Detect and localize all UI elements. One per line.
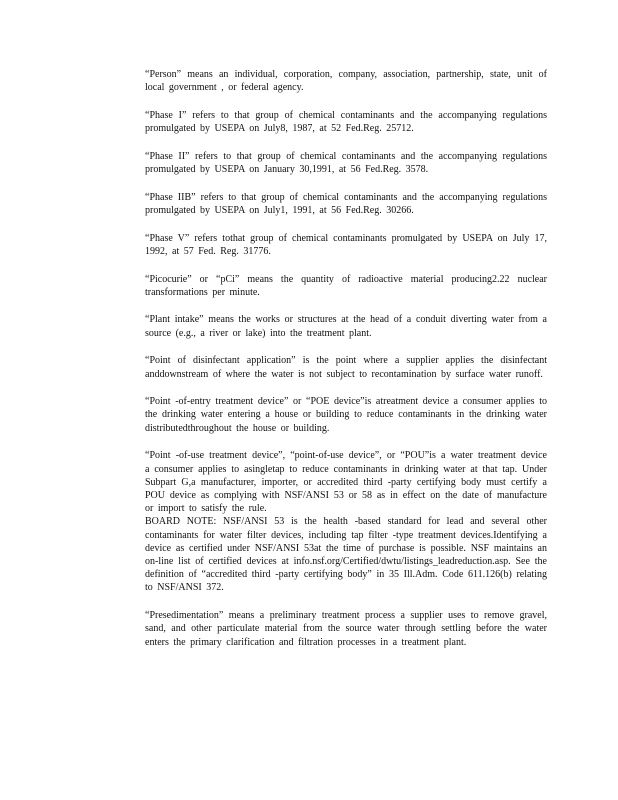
- definition-phase-iib: “Phase IIB” refers to that group of chemical contaminants and the accompanying regulations promulgated by USEPA on July1, 1991, at 56 Fed.Reg. 30266.: [145, 191, 547, 216]
- definition-phase-v: “Phase V” refers tothat group of chemical contaminants promulgated by USEPA on July 17, 1992, at 57 Fed. Reg. 31776.: [145, 232, 547, 257]
- definition-plant-intake: “Plant intake” means the works or structures at the head of a conduit diverting water from a source (e.g., a river or lake) into the treatment plant.: [145, 314, 547, 339]
- document-page: [145, 68, 547, 663]
- definition-presedimentation: “Presedimentation” means a preliminary treatment process a supplier uses to remove gravel, sand, and other particulate material from the source water through settling before the water enters the primary clarification and filtration processes in a treatment plant.: [145, 610, 547, 648]
- definition-point-of-entry-treatment-device: “Point -of-entry treatment device” or “POE device”is atreatment device a consumer applies to the drinking water entering a house or building to reduce contaminants in the drinking water distributedthroughout the house or building.: [145, 396, 547, 434]
- definition-phase-i: “Phase I” refers to that group of chemical contaminants and the accompanying regulations promulgated by USEPA on July8, 1987, at 52 Fed.Reg. 25712.: [145, 109, 547, 135]
- definition-phase-ii: “Phase II” refers to that group of chemical contaminants and the accompanying regulations promulgated by USEPA on January 30,1991, at 56 Fed.Reg. 3578.: [145, 150, 547, 176]
- definition-point-of-use-treatment-device: “Point -of-use treatment device”, “point-of-use device”, or “POU”is a water treatment device a consumer applies to asingletap to reduce contaminants in drinking water at that tap. Under Subpart G,a manufacturer, importer, or accredited third -party certifying body must certify a POU device as complying with NSF/ANSI 53 or 58 as in effect on the date of manufacture or import to satisfy the rule.: [145, 450, 547, 515]
- definition-person: “Person” means an individual, corporation, company, association, partnership, state, unit of local government , or federal agency.: [145, 69, 547, 94]
- definition-point-of-disinfectant-application: “Point of disinfectant application” is the point where a supplier applies the disinfectant anddownstream of where the water is not subject to recontamination by surface water runoff.: [145, 355, 547, 380]
- board-note: BOARD NOTE: NSF/ANSI 53 is the health -based standard for lead and several other contaminants for water filter devices, including tap filter -type treatment devices.Identifying a device as certified under NSF/ANSI 53at the time of purchase is possible. NSF maintains an on-line list of certified devices at info.nsf.org/Certified/dwtu/listings_leadreduction.asp. See the definition of “accredited third -party certifying body” in 35 Ill.Adm. Code 611.126(b) relating to NSF/ANSI 372.: [145, 516, 547, 594]
- definition-picocurie: “Picocurie” or “pCi” means the quantity of radioactive material producing2.22 nuclear transformations per minute.: [145, 273, 547, 298]
